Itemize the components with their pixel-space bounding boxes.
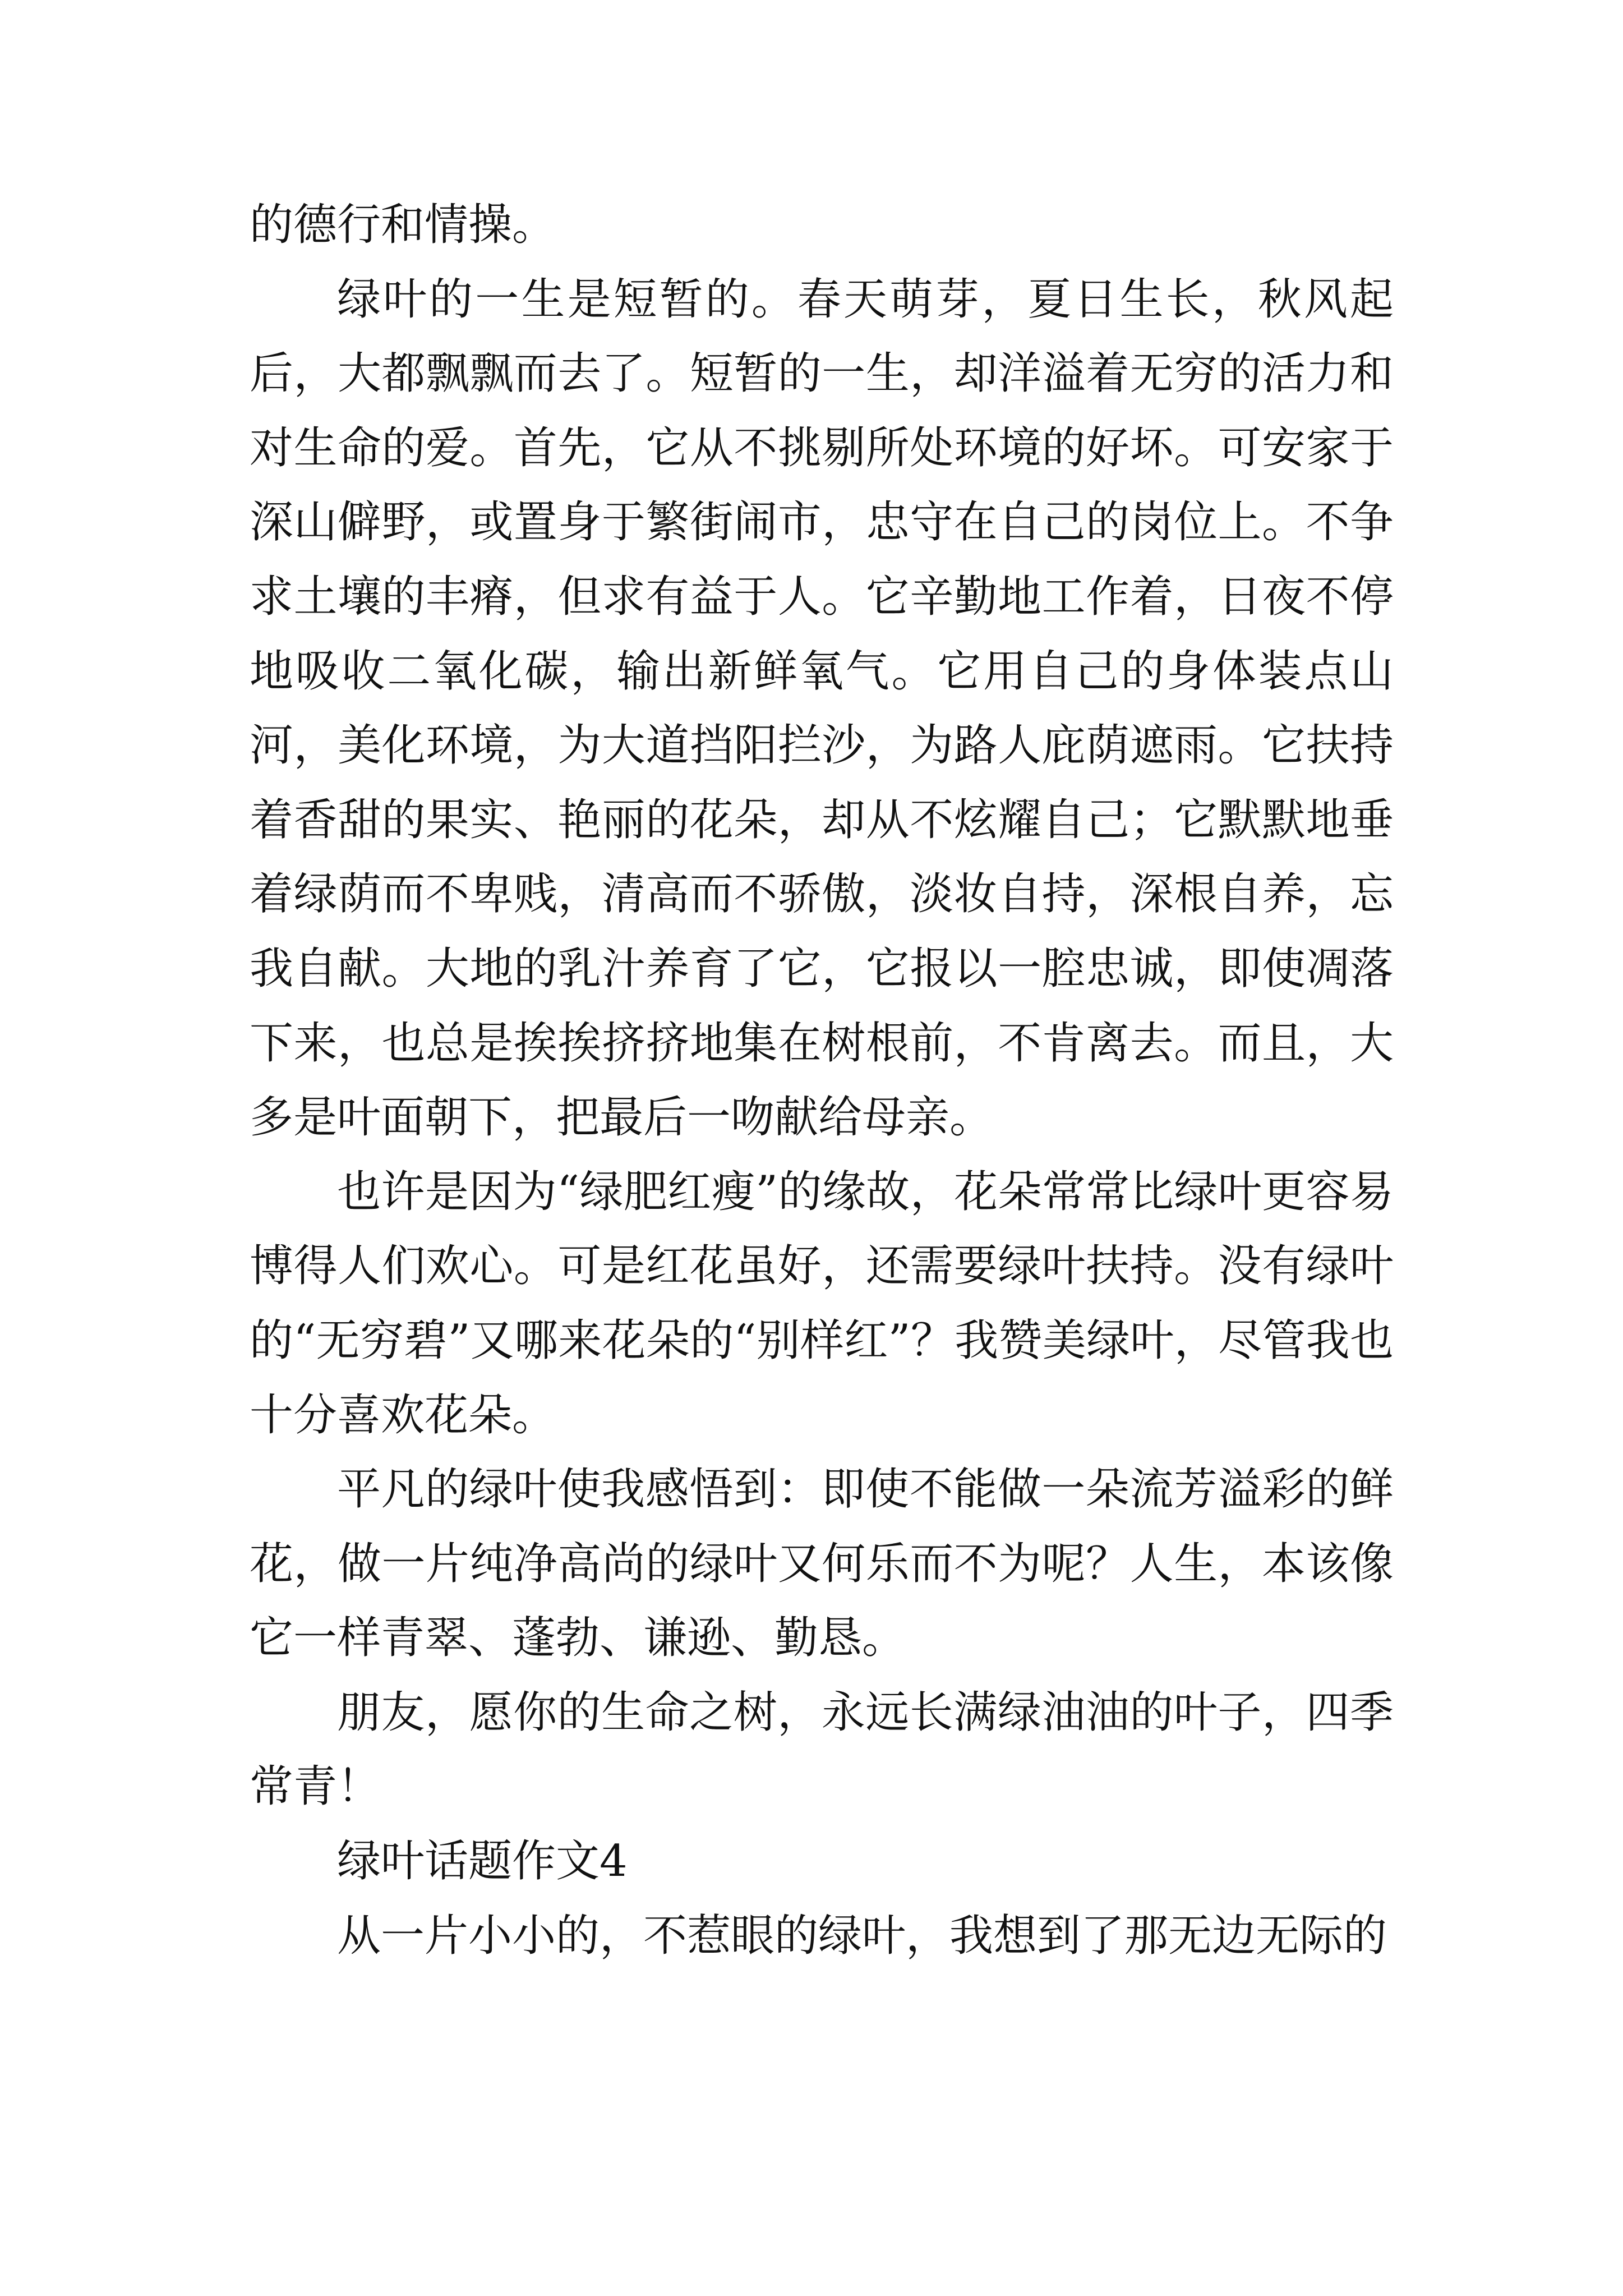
paragraph-green-leaf-life: 绿叶的一生是短暂的。春天萌芽，夏日生长，秋风起后，大都飘飘而去了。短暂的一生，却洋溢着无穷的活力和对生命的爱。首先，它从不挑剔所处环境的好坏。可安家于深山僻野，或置身于繁街闹市，忠守在自己的岗位上。不争求土壤的丰瘠，但求有益于人。它辛勤地工作着，日夜不停地吸收二氧化碳，输出新鲜氧气。它用自己的身体装点山河，美化环境，为大道挡阳拦沙，为路人庇荫遮雨。它扶持着香甜的果实、艳丽的花朵，却从不炫耀自己；它默默地垂着绿荫而不卑贱，清高而不骄傲，淡妆自持，深根自养，忘我自献。大地的乳汁养育了它，它报以一腔忠诚，即使凋落下来，也总是挨挨挤挤地集在树根前，不肯离去。而且，大多是叶面朝下，把最后一吻献给母亲。 <box>250 274 1394 1143</box>
essay-heading: 绿叶话题作文4 <box>337 1836 628 1887</box>
paragraph-continuation: 的德行和情操。 <box>250 200 556 250</box>
paragraph-insight: 平凡的绿叶使我感悟到：即使不能做一朵流芳溢彩的鲜花，做一片纯净高尚的绿叶又何乐而不为呢？人生，本该像它一样青翠、蓬勃、谦逊、勤恳。 <box>250 1464 1394 1664</box>
paragraph-next-essay-start: 从一片小小的，不惹眼的绿叶，我想到了那无边无际的 <box>337 1910 1387 1961</box>
essay-body <box>250 188 1394 1973</box>
paragraph-wish: 朋友，愿你的生命之树，永远长满绿油油的叶子，四季常青！ <box>250 1687 1394 1812</box>
paragraph-flowers-and-leaves: 也许是因为“绿肥红瘦”的缘故，花朵常常比绿叶更容易博得人们欢心。可是红花虽好，还需要绿叶扶持。没有绿叶的“无穷碧”又哪来花朵的“别样红”？我赞美绿叶，尽管我也十分喜欢花朵。 <box>250 1166 1394 1441</box>
